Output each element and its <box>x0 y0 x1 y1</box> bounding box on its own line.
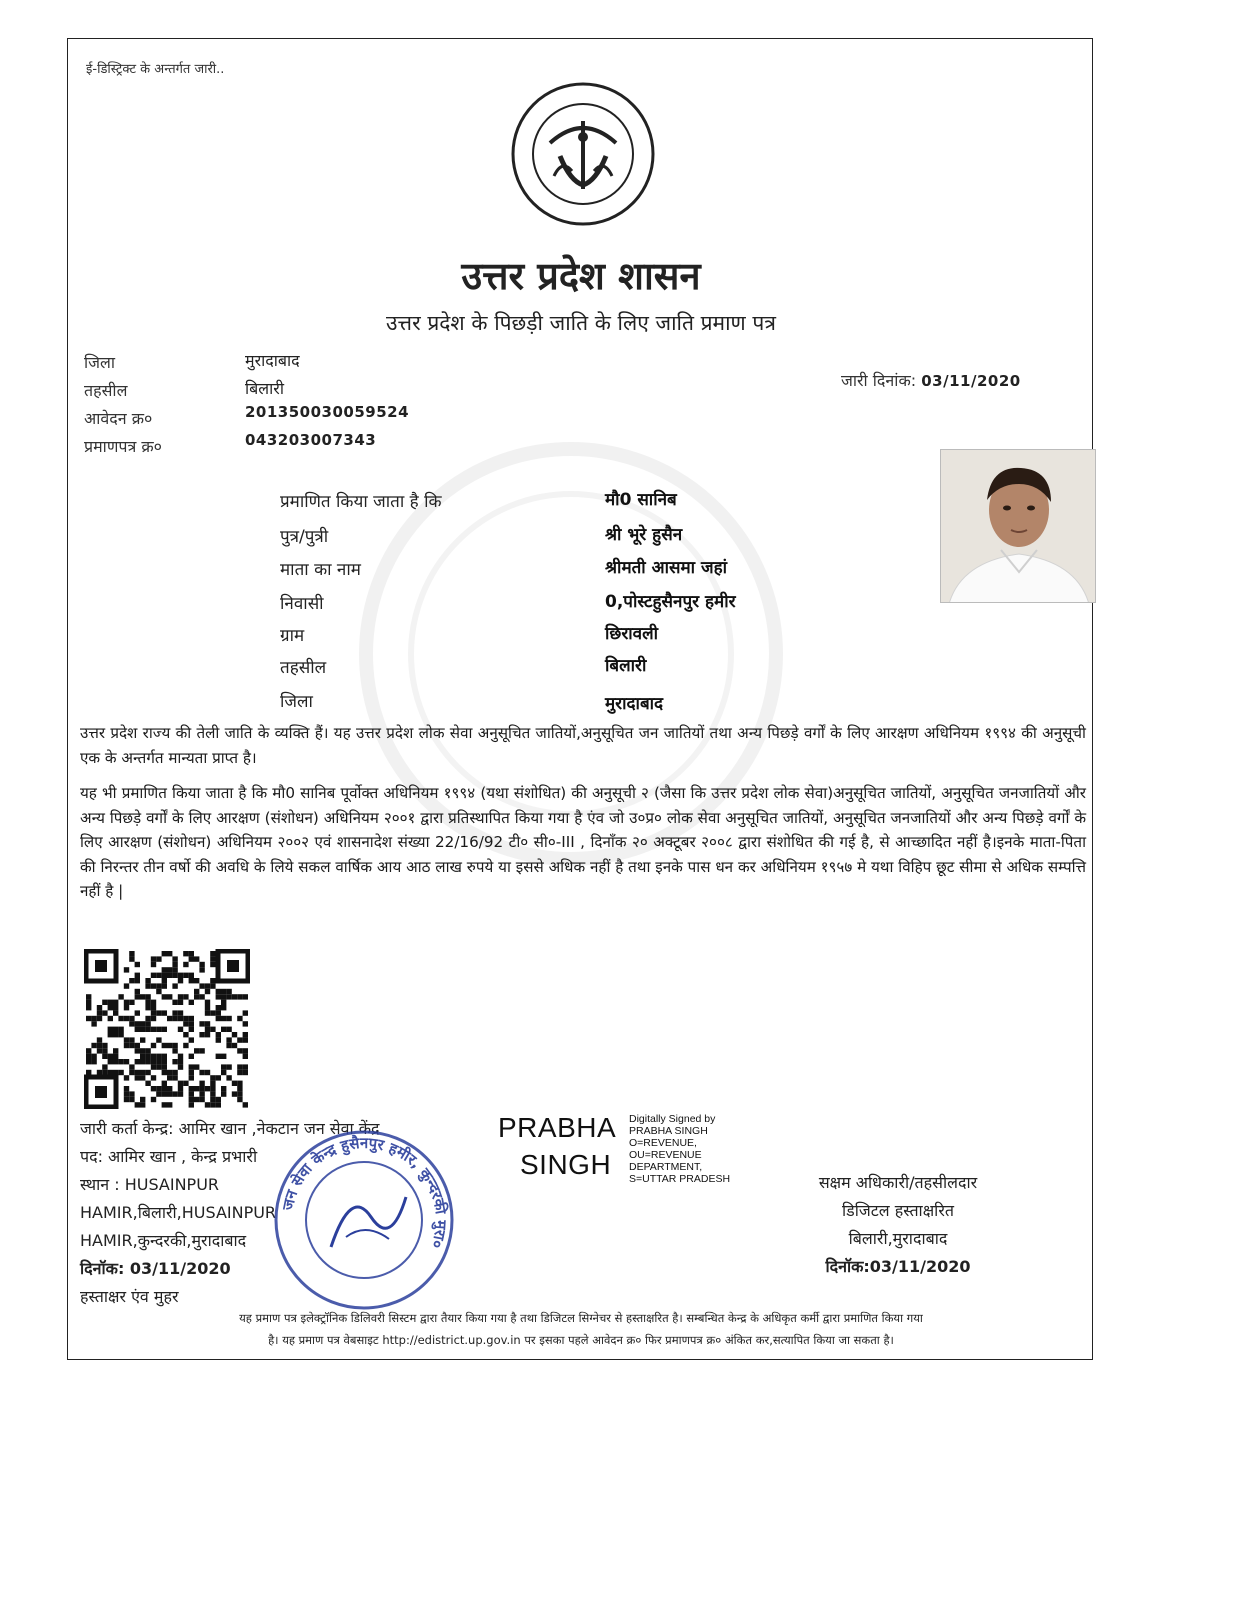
footer-line-1: यह प्रमाण पत्र इलेक्ट्रॉनिक डिलिवरी सिस्टम द्वारा तैयार किया गया है तथा डिजिटल सिग्नेचर से हस्ताक्षरित है। सम्बन्धित केन्द्र के अधिकृत कर्मी द्वारा प्रमाणित किया गया <box>239 1311 923 1325</box>
government-title: उत्तर प्रदेश शासन <box>461 253 701 298</box>
certificate-number-value: 043203007343 <box>245 431 377 449</box>
person-photo-icon <box>941 450 1096 603</box>
tehsil-value: बिलारी <box>245 379 284 398</box>
detail-label-mother: माता का नाम <box>280 560 361 580</box>
issuer-place-line-1: स्थान : HUSAINPUR <box>80 1175 220 1194</box>
authority-place: बिलारी,मुरादाबाद <box>848 1229 948 1248</box>
applicant-photo <box>940 449 1096 603</box>
center-stamp-seal-icon <box>271 1127 457 1313</box>
tehsil-label: तहसील <box>84 381 128 400</box>
detail-label-village: ग्राम <box>280 626 305 646</box>
district-value: मुरादाबाद <box>245 351 300 370</box>
detail-label-name: प्रमाणित किया जाता है कि <box>280 492 442 512</box>
certification-paragraph: यह भी प्रमाणित किया जाता है कि मौ0 सानिब पूर्वोक्त अधिनियम १९९४ (यथा संशोधित) की अनुसूची २ (जैसा कि उत्तर प्रदेश लोक सेवा)अनुसूचित जातियों, अनुसूचित जनजातियों और अन्य पिछड़े वर्गों के लिए आरक्षण (संशोधन) अधिनियम २००१ द्वारा प्रतिस्थापित किया गया है एंव जो उ०प्र० लोक सेवा अनुसूचित जातियों, अनुसूचित जनजातियों और अन्य पिछड़े वर्गों के लिए आरक्षण (संशोधन) अधिनियम २००२ एवं शासनादेश संख्या 22/16/92 टी० सी०-III , दिनाँक २० अक्टूबर २००८ द्वारा संशोधित की गई है, से आच्छादित नहीं है।इनके माता-पिता की निरन्तर तीन वर्षो की अवधि के लिये सकल वार्षिक आय आठ लाख रुपये या इससे अधिक नहीं है तथा इनके पास धन कर अधिनियम १९५७ मे यथा विहिप छूट सीमा से अधिक सम्पत्ति नहीं है | <box>80 784 1086 900</box>
detail-value-village: छिरावली <box>605 624 659 644</box>
signature-detail-line: Digitally Signed by <box>629 1113 716 1125</box>
digital-signature-details <box>629 1113 730 1185</box>
detail-label-resident: निवासी <box>280 594 324 614</box>
signer-name-line-2: SINGH <box>520 1149 612 1180</box>
detail-label-tehsil: तहसील <box>280 658 327 678</box>
signature-seal-label: हस्ताक्षर एंव मुहर <box>80 1287 179 1306</box>
detail-value-resident: 0,पोस्टहुसैनपुर हमीर <box>605 592 736 612</box>
application-number-label: आवेदन क्र० <box>84 409 153 428</box>
detail-value-name: मौ0 सानिब <box>605 490 677 510</box>
district-label: जिला <box>84 353 116 372</box>
issue-date <box>841 369 1021 391</box>
detail-value-mother: श्रीमती आसमा जहां <box>605 558 728 578</box>
signature-detail-line: S=UTTAR PRADESH <box>629 1173 731 1185</box>
issuing-center: जारी कर्ता केन्द्र: आमिर खान ,नेकटान जन सेवा केंद्र <box>80 1119 380 1138</box>
issuer-date: दिनॉक: 03/11/2020 <box>80 1259 231 1278</box>
issue-date-label: जारी दिनांक: <box>841 371 917 390</box>
issuer-place-line-2: HAMIR,बिलारी,HUSAINPUR <box>80 1203 277 1222</box>
detail-label-parent: पुत्र/पुत्री <box>280 527 329 547</box>
authority-title: सक्षम अधिकारी/तहसीलदार <box>818 1173 978 1192</box>
signer-name-line-1: PRABHA <box>498 1112 617 1143</box>
detail-value-parent: श्री भूरे हुसैन <box>605 525 683 545</box>
header-note: ई-डिस्ट्रिक्ट के अन्तर्गत जारी.. <box>86 62 225 77</box>
svg-text:जन सेवा केन्द्र हुसैनपुर हमीर, <box>278 1134 450 1251</box>
certificate-number-label: प्रमाणपत्र क्र० <box>84 437 162 456</box>
caste-statement-paragraph: उत्तर प्रदेश राज्य की तेली जाति के व्यक्ति हैं। यह उत्तर प्रदेश लोक सेवा अनुसूचित जातियों,अनुसूचित जन जातियों तथा अन्य पिछड़े वर्गों के लिए आरक्षण अधिनियम १९९४ की अनुसूची एक के अन्तर्गत मान्यता प्राप्त है। <box>80 724 1086 767</box>
signature-detail-line: OU=REVENUE <box>629 1149 702 1161</box>
application-number-value: 201350030059524 <box>245 403 410 421</box>
signature-detail-line: DEPARTMENT, <box>629 1161 703 1173</box>
issue-date-value: 03/11/2020 <box>921 372 1021 390</box>
issuer-place-line-3: HAMIR,कुन्दरकी,मुरादाबाद <box>80 1231 247 1250</box>
detail-label-district: जिला <box>280 692 313 712</box>
qr-code-icon <box>84 949 250 1109</box>
detail-value-district: मुरादाबाद <box>605 694 664 714</box>
certificate-title: उत्तर प्रदेश के पिछड़ी जाति के लिए जाति प्रमाण पत्र <box>386 311 776 335</box>
stamp-ring-text: जन सेवा केन्द्र हुसैनपुर हमीर, कुन्दरकी मुरा० <box>278 1133 451 1251</box>
issuer-post: पद: आमिर खान , केन्द्र प्रभारी <box>80 1147 258 1166</box>
signature-detail-line: PRABHA SINGH <box>629 1125 708 1137</box>
certificate-document <box>67 38 1093 1360</box>
authority-signed: डिजिटल हस्ताक्षरित <box>842 1201 954 1220</box>
footer-line-2: है। यह प्रमाण पत्र वेबसाइट http://edistrict.up.gov.in पर इसका पहले आवेदन क्र० फिर प्रमाणपत्र क्र० अंकित कर,सत्यापित किया जा सकता है। <box>268 1333 894 1347</box>
authority-date: दिनॉक:03/11/2020 <box>825 1257 971 1276</box>
up-government-emblem-icon <box>510 81 656 227</box>
detail-value-tehsil: बिलारी <box>605 656 647 676</box>
signature-detail-line: O=REVENUE, <box>629 1137 697 1149</box>
